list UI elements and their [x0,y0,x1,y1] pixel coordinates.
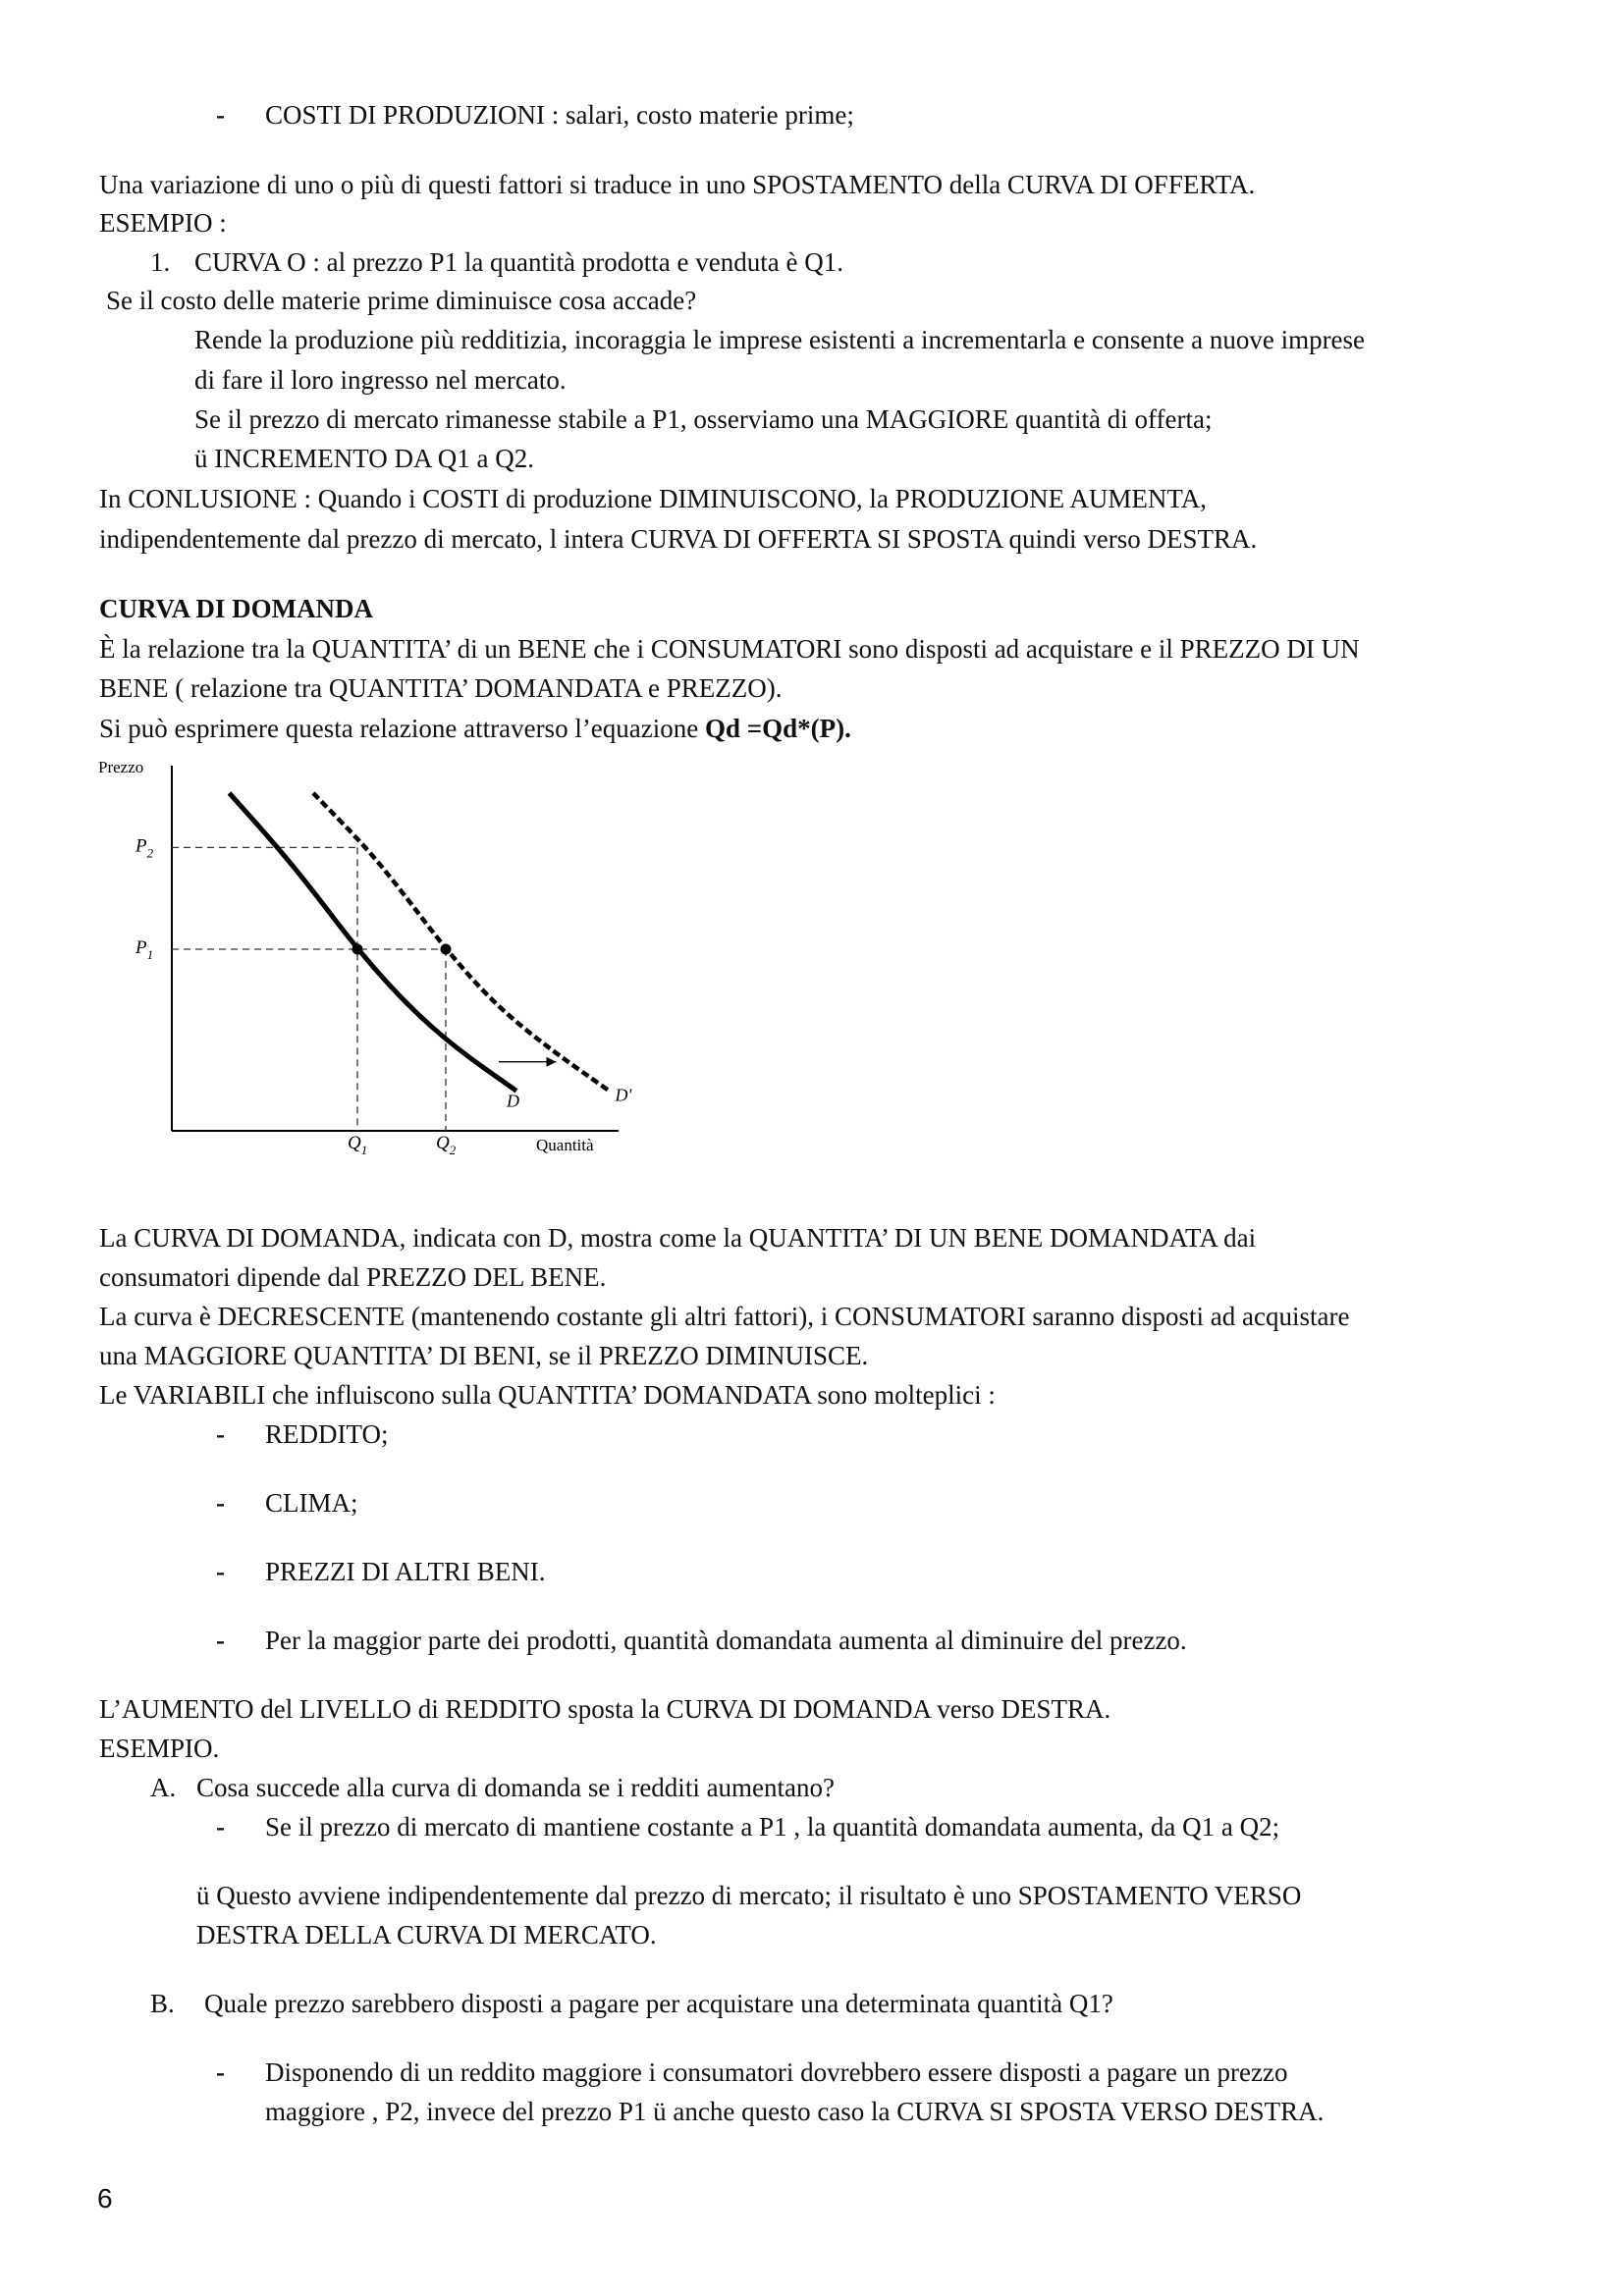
question-a: Cosa succede alla curva di domanda se i redditi aumentano? [196,1773,836,1802]
bullet-dash: - [216,100,225,130]
answer-line: ü INCREMENTO DA Q1 a Q2. [194,444,534,473]
label-d: D [507,1091,519,1111]
point-2 [441,944,452,955]
question: Se il costo delle materie prime diminuisce cosa accade? [106,286,697,315]
shift-sentence: Una variazione di uno o più di questi fattori si traduce in uno SPOSTAMENTO della CURVA DI OFFERTA. [99,170,1256,199]
bullet-dash: - [216,1557,225,1586]
example-1: CURVA O : al prezzo P1 la quantità prodotta e venduta è Q1. [194,247,843,277]
body-line: Le VARIABILI che influiscono sulla QUANTITA’ DOMANDATA sono molteplici : [99,1380,996,1410]
body-line: La curva è DECRESCENTE (mantenendo costante gli altri fattori), i CONSUMATORI saranno disposti ad acquistare [99,1302,1350,1331]
x-tick-q1: $Q_1$ [348,1133,368,1157]
definition-line: È la relazione tra la QUANTITA’ di un BENE che i CONSUMATORI sono disposti ad acquistare e il PREZZO DI UN [99,634,1360,664]
y-tick-p1: $P_1$ [135,937,154,962]
answer-line: Se il prezzo di mercato rimanesse stabile a P1, osserviamo una MAGGIORE quantità di offerta; [194,404,1213,434]
bullet-dash: - [216,2057,225,2087]
bullet-text: maggiore , P2, invece del prezzo P1 ü anche questo caso la CURVA SI SPOSTA VERSO DESTRA. [265,2097,1325,2126]
body-line: L’AUMENTO del LIVELLO di REDDITO sposta la CURVA DI DOMANDA verso DESTRA. [99,1694,1111,1724]
costs-item: COSTI DI PRODUZIONI : salari, costo materie prime; [265,100,854,130]
note-line: DESTRA DELLA CURVA DI MERCATO. [196,1920,657,1949]
y-axis-label: Prezzo [98,758,144,776]
list-item: PREZZI DI ALTRI BENI. [265,1557,546,1586]
item-label-a: A. [150,1773,177,1802]
list-item: Per la maggior parte dei prodotti, quantità domandata aumenta al diminuire del prezzo. [265,1626,1187,1655]
question-b: Quale prezzo sarebbero disposti a pagare per acquistare una determinata quantità Q1? [204,1989,1113,2018]
list-item: REDDITO; [265,1419,389,1449]
bullet-dash: - [216,1488,225,1518]
point-1 [352,944,363,955]
answer-line: Rende la produzione più redditizia, incoraggia le imprese esistenti a incrementarla e consente a nuove imprese [194,325,1366,354]
conclusion-line: indipendentemente dal prezzo di mercato, l intera CURVA DI OFFERTA SI SPOSTA quindi verso DESTRA. [99,524,1258,554]
page-number: 6 [97,2183,113,2214]
body-line: La CURVA DI DOMANDA, indicata con D, mostra come la QUANTITA’ DI UN BENE DOMANDATA dai [99,1223,1257,1253]
conclusion-line: In CONLUSIONE : Quando i COSTI di produzione DIMINUISCONO, la PRODUZIONE AUMENTA, [99,484,1208,513]
bullet-text: Disponendo di un reddito maggiore i consumatori dovrebbero essere disposti a pagare un prezzo [265,2057,1288,2087]
bullet-dash: - [216,1626,225,1655]
body-line: una MAGGIORE QUANTITA’ DI BENI, se il PREZZO DIMINUISCE. [99,1341,869,1370]
shift-arrow-head [547,1057,557,1067]
note-line: ü Questo avviene indipendentemente dal prezzo di mercato; il risultato è uno SPOSTAMENTO VERSO [196,1881,1302,1910]
bullet-text: Se il prezzo di mercato di mantiene costante a P1 , la quantità domandata aumenta, da Q1 a Q2; [265,1812,1280,1842]
definition-line: BENE ( relazione tra QUANTITA’ DOMANDATA e PREZZO). [99,673,783,703]
equation-line [99,711,851,746]
x-tick-q2: $Q_2$ [436,1133,457,1157]
body-line: consumatori dipende dal PREZZO DEL BENE. [99,1262,607,1292]
guide-lines [172,847,446,1131]
tick-labels [135,835,457,1157]
curve-d [230,793,517,1091]
answer-line: di fare il loro ingresso nel mercato. [194,365,567,395]
equation-prefix: Si può esprimere questa relazione attraverso l’equazione [99,714,705,743]
bullet-dash: - [216,1419,225,1449]
bullet-dash: - [216,1812,225,1842]
example-label: ESEMPIO : [99,208,227,238]
example-label: ESEMPIO. [99,1734,220,1763]
x-axis-label: Quantità [536,1136,594,1154]
section-heading: CURVA DI DOMANDA [99,594,374,623]
label-d-prime: D' [615,1085,632,1105]
equation: Qd =Qd*(P). [705,714,851,743]
example-number: 1. [150,247,171,277]
list-item: CLIMA; [265,1488,358,1518]
curves [230,793,633,1110]
y-tick-p2: $P_2$ [135,835,154,861]
item-label-b: B. [150,1989,175,2018]
demand-chart [88,746,638,1168]
